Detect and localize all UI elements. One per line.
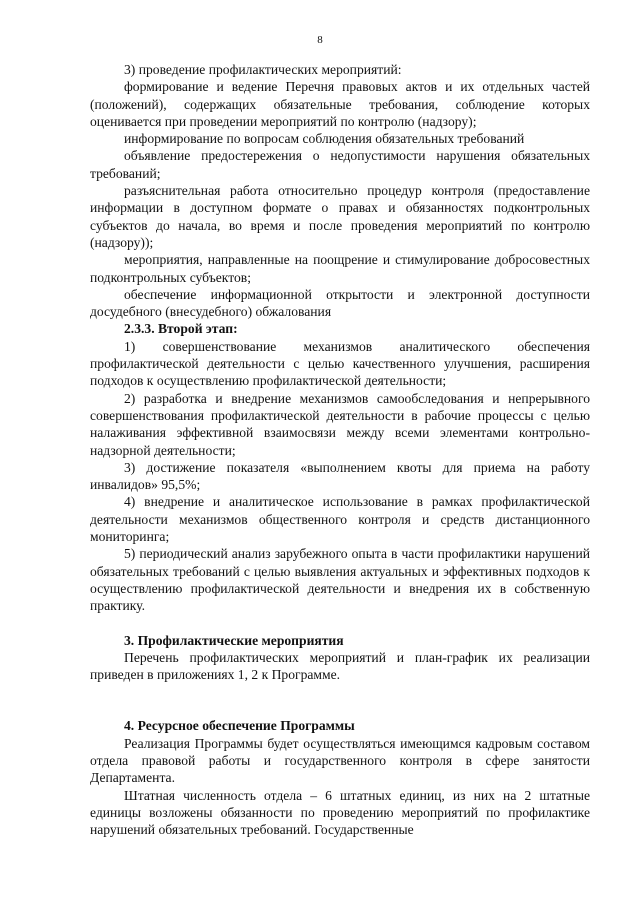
page-number: 8: [317, 34, 323, 46]
paragraph: 5) периодический анализ зарубежного опыта в части профилактики нарушений обязательных требований с целью выявления актуальных и эффективных подходов к осуществлению профилактической деятельности и внедрения их в собственную практику.: [90, 546, 590, 614]
paragraph: Реализация Программы будет осуществляться имеющимся кадровым составом отдела правовой работы и государственного контроля в сфере занятости Департамента.: [90, 735, 590, 786]
section-spacer: [90, 615, 590, 632]
paragraph: мероприятия, направленные на поощрение и стимулирование добросовестных подконтрольных субъектов;: [90, 252, 590, 285]
section-heading: 2.3.3. Второй этап:: [124, 321, 238, 337]
paragraph: 1) совершенствование механизмов аналитического обеспечения профилактической деятельности с целью качественного улучшения, расширения подходов к осуществлению профилактической деятельности;: [90, 338, 590, 389]
section-heading: 4. Ресурсное обеспечение Программы: [124, 718, 355, 734]
document-body: [90, 61, 590, 838]
paragraph: Штатная численность отдела – 6 штатных единиц, из них на 2 штатные единицы возложены обязанности по проведению мероприятий по профилактике нарушений обязательных требований. Государственные: [90, 787, 590, 838]
section-spacer: [90, 683, 590, 717]
paragraph: 3) достижение показателя «выполнением квоты для приема на работу инвалидов» 95,5%;: [90, 459, 590, 493]
paragraph: объявление предостережения о недопустимости нарушения обязательных требований;: [90, 148, 590, 181]
paragraph: 3) проведение профилактических мероприятий:: [124, 62, 402, 77]
paragraph: формирование и ведение Перечня правовых актов и их отдельных частей (положений), содержащих обязательные требования, соблюдение которых оценивается при проведении мероприятий по контролю (надзору);: [90, 79, 590, 129]
paragraph: разъяснительная работа относительно процедур контроля (предоставление информации в доступном формате о правах и обязанностях подконтрольных субъектов до начала, во время и после проведения мероприятий по контролю (надзору));: [90, 183, 590, 250]
paragraph: информирование по вопросам соблюдения обязательных требований: [124, 131, 525, 147]
paragraph: 2) разработка и внедрение механизмов самообследования и непрерывного совершенствования профилактической деятельности в рабочие процессы с целью налаживания эффективной взаимосвязи между всеми элементами контрольно-надзорной деятельности;: [90, 390, 590, 458]
paragraph: 4) внедрение и аналитическое использование в рамках профилактической деятельности механизмов общественного контроля и средств дистанционного мониторинга;: [90, 494, 590, 545]
paragraph: обеспечение информационной открытости и электронной доступности досудебного (внесудебного) обжалования: [90, 286, 590, 320]
paragraph: Перечень профилактических мероприятий и план-график их реализации приведен в приложениях 1, 2 к Программе.: [90, 649, 590, 683]
section-heading: 3. Профилактические мероприятия: [124, 632, 344, 648]
